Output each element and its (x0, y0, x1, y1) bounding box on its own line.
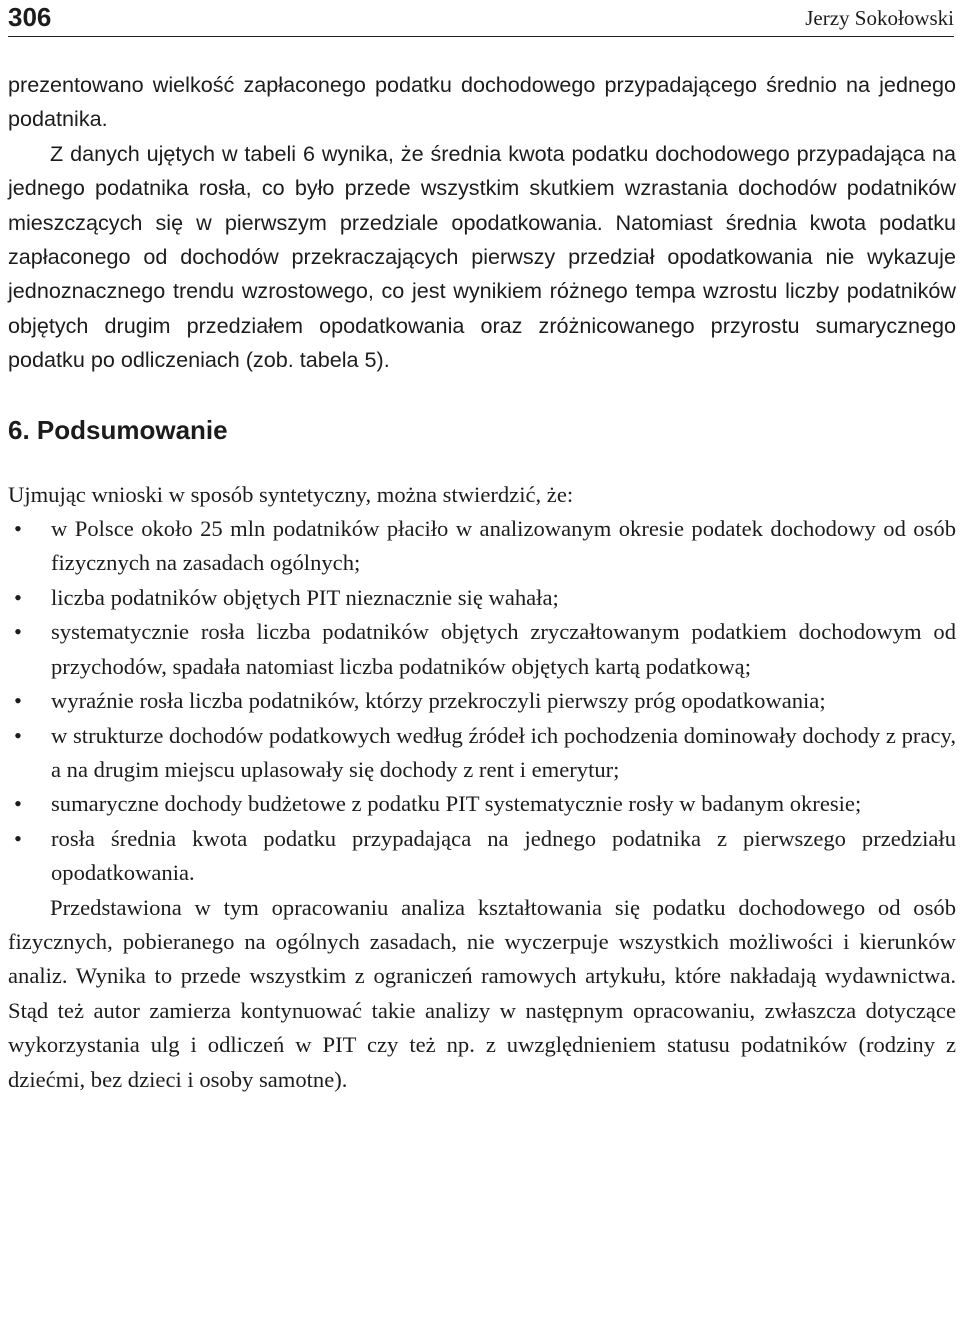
bullet-text: wyraźnie rosła liczba podatników, którzy przekroczyli pierwszy próg opodatkowania; (51, 688, 826, 714)
section-heading (8, 412, 956, 448)
body-text (8, 68, 956, 1097)
bullet-text: sumaryczne dochody budżetowe z podatku PIT systematycznie rosły w badanym okresie; (51, 791, 862, 817)
bullet-icon: • (14, 688, 22, 714)
bullet-item (8, 822, 956, 891)
bullet-text: systematycznie rosła liczba podatników objętych zryczałtowanym podatkiem dochodowym od przychodów, spadała natomiast liczba podatników objętych kartą podatkową; (51, 619, 956, 679)
paragraph-2-part-b: Natomiast średnia kwota podatku zapłaconego od dochodów przekraczających pierwszy przedział opodatkowania nie wykazuje jednoznacznego trendu wzrostowego, co jest wynikiem różnego tempa wzrostu liczby podatników objętych drugim przedziałem opodatkowania oraz zróżnicowanego przyrostu sumarycznego podatku po odliczeniach (zob. tabela 5). (8, 209, 957, 373)
bullet-icon: • (14, 791, 22, 817)
summary-intro: Ujmując wnioski w sposób syntetyczny, można stwierdzić, że: (8, 481, 574, 507)
section-number: 6. (8, 414, 30, 445)
bullet-item (8, 581, 956, 615)
bullet-item (8, 719, 956, 788)
bullet-icon: • (14, 722, 22, 748)
closing-paragraph: Przedstawiona w tym opracowaniu analiza kształtowania się podatku dochodowego od osób fizycznych, pobieranego na ogólnych zasadach, nie wyczerpuje wszystkich możliwości i kierunków analiz. Wynika to przede wszystkim z ograniczeń ramowych artykułu, które nakładają wydawnictwa. Stąd też autor zamierza kontynuować takie analizy w następnym opracowaniu, zwłaszcza dotyczące wykorzystania ulg i odliczeń w PIT czy też np. z uwzględnieniem statusu podatników (rodziny z dziećmi, bez dzieci i osoby samotne). (8, 894, 956, 1092)
bullet-item (8, 787, 956, 821)
bullet-icon: • (14, 825, 22, 851)
paragraph-2 (8, 137, 956, 378)
paragraph-2-part-a: Z danych ujętych w tabeli 6 wynika, że średnia kwota podatku dochodowego przypadająca na jednego podatnika rosła, co było przede wszystkim skutkiem wzrastania dochodów podatników mieszczących się w pierwszym przedziale opodatkowania. (8, 140, 956, 235)
section-title: Podsumowanie (36, 414, 228, 445)
bullet-text: w Polsce około 25 mln podatników płaciło w analizowanym okresie podatek dochodowy od osób fizycznych na zasadach ogólnych; (51, 516, 956, 576)
bullet-icon: • (14, 619, 22, 645)
summary-bullet-list (8, 512, 956, 890)
paragraph-1: prezentowano wielkość zapłaconego podatku dochodowego przypadającego średnio na jednego podatnika. (8, 72, 956, 132)
bullet-item (8, 615, 956, 684)
bullet-text: rosła średnia kwota podatku przypadająca na jednego podatnika z pierwszego przedziału opodatkowania. (51, 825, 956, 886)
bullet-icon: • (14, 584, 22, 610)
bullet-text: w strukturze dochodów podatkowych według źródeł ich pochodzenia dominowały dochody z pracy, a na drugim miejscu uplasowały się dochody z rent i emerytur; (51, 722, 956, 782)
running-head-author: Jerzy Sokołowski (805, 6, 954, 30)
page-number: 306 (8, 2, 52, 32)
bullet-item (8, 512, 956, 581)
page-header (8, 0, 954, 37)
bullet-text: liczba podatników objętych PIT nieznacznie się wahała; (51, 584, 559, 610)
bullet-icon: • (14, 516, 22, 542)
bullet-item (8, 684, 956, 718)
